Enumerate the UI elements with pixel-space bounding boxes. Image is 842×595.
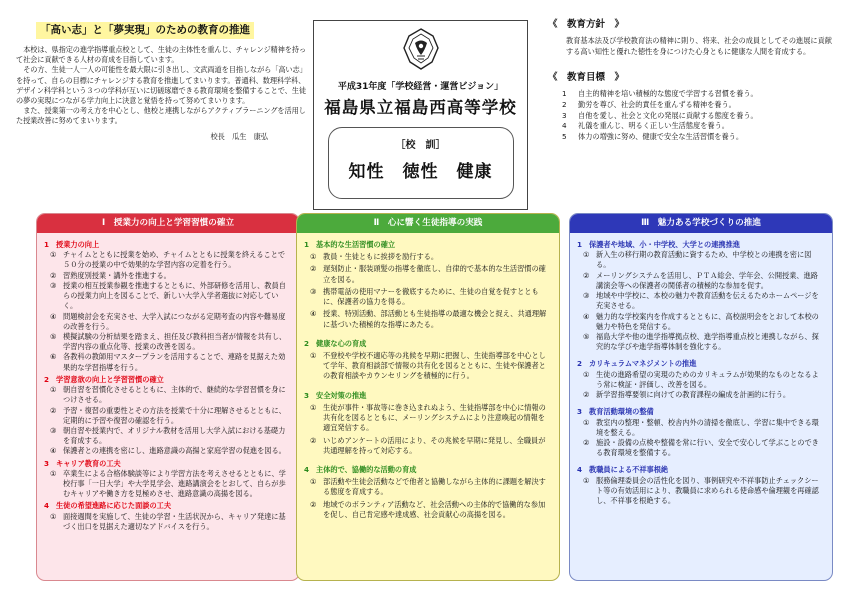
item-text: 地域でのボランティア活動など、社会活動への主体的で協働的な参加を促し、自己肯定感や達成感、社会貢献心の高揚を図る。 — [323, 499, 546, 519]
item-text: 教室内の整理・整頓、校舎内外の清掃を徹底し、学習に集中できる環境を整える。 — [596, 417, 819, 437]
section-title-text: カリキュラムマネジメントの推進 — [589, 359, 697, 369]
item-text: 予習・復習の重要性とその方法を授業で十分に理解させるとともに、定期的に予習や復習の確認を行う。 — [63, 405, 286, 425]
item-marker: ⑥ — [50, 352, 57, 362]
section-number: 2 — [304, 338, 310, 348]
item-marker: ⑤ — [583, 331, 590, 341]
intro-title: 「高い志」と「夢実現」のための教育の推進 — [36, 22, 254, 39]
section-title — [44, 240, 292, 250]
item-marker: ② — [50, 405, 57, 415]
item-text: 卒業生による合格体験談等により学習方法を考えさせるとともに、学校行事「一日大学」や大学見学会、進路講演会をとおして、自らが歩むキャリアや働き方を見極めさせ、進路意識の高揚を図る。 — [63, 468, 286, 499]
list-item — [577, 271, 825, 291]
list-item — [577, 438, 825, 458]
item-marker: ② — [583, 437, 590, 447]
item-marker: ③ — [50, 425, 57, 435]
item-text: 朝自習や授業内で、オリジナル教材を活用し大学入試における基礎力を育成する。 — [63, 425, 286, 446]
item-text: 携帯電話の使用マナーを徹底するために、生徒の自覚を促すとともに、保護者の協力を得る。 — [323, 286, 539, 307]
item-marker: ④ — [583, 311, 590, 321]
item-marker: ④ — [50, 311, 57, 321]
list-item — [44, 426, 292, 446]
list-item — [44, 271, 292, 281]
item-text: 生徒が事件・事故等に巻き込まれぬよう、生徒指導部を中心に情報の共有化を図るとともに、メーリングシステムにより注意喚起の情報を適宜発信する。 — [323, 402, 546, 433]
list-item — [577, 370, 825, 390]
item-marker: ③ — [50, 280, 57, 290]
goal-item — [562, 111, 832, 122]
item-marker: ① — [50, 385, 57, 395]
item-text: 部活動や生徒会活動などで他者と協働しながら主体的に課題を解決する態度を育成する。 — [323, 477, 546, 497]
goal-item — [562, 100, 832, 111]
item-marker: ② — [310, 264, 317, 274]
column-header: Ⅱ 心に響く生徒指導の実践 — [297, 214, 559, 233]
item-marker: ① — [310, 477, 317, 487]
goal-text: 礼儀を重んじ、明るく正しい生活態度を養う。 — [578, 121, 729, 131]
section-number: 3 — [577, 407, 583, 417]
section-title — [304, 465, 552, 475]
goal-item — [562, 132, 832, 143]
list-item — [44, 312, 292, 332]
list-item — [44, 332, 292, 352]
item-marker: ① — [50, 511, 57, 521]
item-marker: ② — [310, 435, 317, 445]
item-text: チャイムとともに授業を始め、チャイムとともに授業を終えることで５０分の授業の中で効果的な学習内容の定着を行う。 — [63, 250, 286, 270]
item-text: 問題検討会を充実させ、大学入試につながる定期考査の内容や難易度の改善を行う。 — [63, 311, 286, 331]
column-body — [570, 233, 832, 506]
item-text: 福島大学や他の進学指導拠点校、進学指導重点校と連携しながら、探究的な学びや進学指導体制を強化する。 — [596, 331, 819, 352]
item-marker: ① — [310, 350, 317, 360]
item-text: いじめアンケートの活用により、その兆候を早期に発見し、全職員が共通理解を持って対応する。 — [323, 435, 546, 455]
section-number: 4 — [304, 464, 310, 474]
section-title-text: 授業力の向上 — [56, 240, 100, 249]
intro-paragraph: その方、生徒一人一人の可能性を最大限に引き出し、文武両道を目指しながら「高い志」を持って、自らの目標にチャレンジする教育を推進してまいります。普通科、数理科学科、デザイン科学科という３つの学科が互いに切磋琢磨できる教育環境を整備することで、生徒の夢の実現につながる学力向上に決意と覚悟を持って努めてまいります。 — [16, 65, 307, 105]
list-item — [577, 332, 825, 352]
item-marker: ③ — [310, 286, 317, 296]
item-text: 朝自習を習慣化させるとともに、主体的で、継続的な学習習慣を身につけさせる。 — [63, 385, 286, 405]
section-title — [44, 501, 292, 511]
column-body — [297, 233, 559, 520]
section-title — [577, 240, 825, 250]
column-guidance — [296, 213, 560, 581]
policy-title: 《 教育方針 》 — [548, 19, 625, 30]
goal-item — [562, 121, 832, 132]
list-item — [44, 281, 292, 312]
section — [44, 240, 292, 373]
item-text: 授業、特別活動、部活動とも生徒指導の最適な機会と捉え、共通理解に基づいた積極的な指導にあたる。 — [323, 309, 547, 329]
item-marker: ② — [583, 270, 590, 280]
goal-number: 4 — [562, 121, 567, 131]
item-text: 面接週間を実施して、生徒の学習・生活状況から、キャリア発達に基づく出口を見据えた適切なアドバイスを行う。 — [63, 511, 286, 531]
item-text: 魅力的な学校案内を作成するとともに、高校説明会をとおして本校の魅力や特色を発信する。 — [596, 311, 819, 331]
section — [577, 359, 825, 400]
item-marker: ④ — [50, 446, 57, 456]
section-title — [44, 375, 292, 385]
item-text: 保護者との連携を密にし、進路意識の高揚と家庭学習の促進を図る。 — [63, 446, 286, 456]
section-title-text: 保護者や地域、小・中学校、大学との連携推進 — [589, 240, 740, 249]
column-teaching — [36, 213, 300, 581]
list-item — [304, 436, 552, 456]
list-item — [577, 291, 825, 311]
goal-text: 自主的精神を培い積極的な態度で学習する習慣を養う。 — [578, 89, 758, 99]
section — [44, 501, 292, 532]
list-item — [304, 500, 552, 520]
section-number: 3 — [304, 390, 310, 400]
policy-and-goals — [548, 18, 832, 143]
item-marker: ① — [50, 250, 57, 260]
list-item — [304, 477, 552, 497]
section-title-text: キャリア教育の工夫 — [56, 458, 121, 468]
section — [44, 375, 292, 457]
goal-item — [562, 89, 832, 100]
section-title-text: 学習意欲の向上と学習習慣の確立 — [56, 374, 164, 384]
item-marker: ③ — [583, 291, 590, 301]
section — [304, 240, 552, 330]
motto-label: ［校 訓］ — [395, 140, 446, 151]
section — [577, 465, 825, 506]
list-item — [44, 406, 292, 426]
section-title-text: 主体的で、協働的な活動の育成 — [316, 464, 417, 474]
goal-text: 体力の増強に努め、健康で安全な生活習慣を養う。 — [578, 132, 744, 142]
item-marker: ① — [583, 250, 590, 260]
list-item — [304, 351, 552, 382]
list-item — [577, 390, 825, 400]
item-marker: ① — [583, 475, 590, 485]
column-school — [569, 213, 833, 581]
item-text: 各教科の教師用マスタープランを活用することで、連路を見据えた効果的な学習指導を行う。 — [63, 352, 286, 372]
item-marker: ④ — [310, 309, 317, 319]
vision-label: 平成31年度「学校経営・運営ビジョン」 — [337, 82, 504, 92]
item-text: 服務倫理委員会の活性化を図り、事例研究や不祥事防止チェックシート等の有効活用により、教職員に求められる使命感や倫理観を再確認し、不祥事を根絶する。 — [596, 475, 819, 506]
section-number: 1 — [577, 240, 583, 249]
item-text: 教員・生徒ともに挨拶を励行する。 — [323, 252, 439, 262]
section-title-text: 安全対策の推進 — [316, 390, 367, 400]
item-marker: ② — [50, 270, 57, 280]
section-number: 1 — [304, 240, 310, 249]
goals-title: 《 教育目標 》 — [548, 71, 625, 83]
section-title-text: 健康な心の育成 — [316, 338, 367, 348]
goal-number: 1 — [562, 89, 567, 99]
list-item — [304, 252, 552, 262]
school-emblem-icon — [398, 26, 444, 72]
section — [577, 240, 825, 352]
list-item — [304, 264, 552, 284]
school-name: 福島県立福島西高等学校 — [324, 98, 517, 117]
motto-text: 知性 徳性 健康 — [348, 162, 493, 182]
section-title-text: 基本的な生活習慣の確立 — [316, 240, 396, 249]
section-title — [44, 459, 292, 469]
item-text: 地域や中学校に、本校の魅力や教育活動を伝えるためホームページを充実させる。 — [596, 291, 819, 311]
principal-signature: 校長 瓜生 康弘 — [210, 131, 268, 141]
section-number: 2 — [44, 374, 50, 384]
section — [304, 391, 552, 456]
intro-paragraph: 本校は、県指定の進学指導重点校として、生徒の主体性を重んじ、チャレンジ精神を持って社会に貢献できる人材の育成を目指しています。 — [16, 44, 306, 65]
goals-list — [548, 89, 832, 143]
item-marker: ① — [310, 252, 317, 262]
section-number: 3 — [44, 458, 50, 468]
item-marker: ② — [583, 390, 590, 400]
section-title — [304, 391, 552, 401]
column-header: Ⅰ 授業力の向上と学習習慣の確立 — [37, 214, 299, 233]
list-item — [577, 418, 825, 438]
section-title — [577, 407, 825, 417]
column-header: Ⅲ 魅力ある学校づくりの推進 — [570, 214, 832, 233]
list-item — [44, 352, 292, 372]
section-number: 4 — [577, 465, 583, 475]
item-marker: ① — [310, 402, 317, 412]
list-item — [577, 476, 825, 507]
list-item — [304, 403, 552, 434]
school-vision-box — [313, 20, 528, 210]
goal-text: 自他を愛し、社会と文化の発展に貢献する態度を養う。 — [578, 110, 758, 120]
column-body — [37, 233, 299, 532]
section — [304, 465, 552, 520]
section-number: 1 — [44, 240, 50, 249]
item-text: 模擬試験の分析結果を踏まえ、担任及び教科担当者が情報を共有し、学習内容の重点化等、授業の改善を図る。 — [63, 331, 287, 352]
item-marker: ② — [310, 499, 317, 509]
goal-text: 勤労を尊び、社会的責任を重んずる精神を養う。 — [578, 99, 736, 109]
item-marker: ① — [583, 369, 590, 379]
item-text: 新学習指導要領に向けての教育課程の編成を計画的に行う。 — [596, 390, 791, 400]
item-marker: ① — [50, 468, 57, 478]
goal-number: 3 — [562, 110, 567, 120]
list-item — [304, 287, 552, 307]
item-marker: ① — [583, 417, 590, 427]
list-item — [44, 469, 292, 500]
section-title-text: 教育活動環境の整備 — [589, 407, 654, 417]
section — [577, 407, 825, 458]
item-text: 新入生の移行期の教育活動に資するため、中学校との連携を密に図る。 — [596, 250, 812, 270]
item-text: 遅刻防止・服装頭髪の指導を徹底し、自律的で基本的な生活習慣の確立を図る。 — [323, 264, 546, 284]
principal-message — [16, 22, 308, 212]
section-title-text: 教職員による不祥事根絶 — [589, 465, 669, 475]
list-item — [44, 250, 292, 270]
list-item — [577, 312, 825, 332]
item-text: 施設・設備の点検や整備を常に行い、安全で安心して学ぶことのできる教育環境を整備する。 — [596, 437, 819, 458]
goal-number: 2 — [562, 99, 567, 109]
motto-box — [328, 127, 514, 199]
list-item — [44, 385, 292, 405]
policy-text: 教育基本法及び学校教育法の精神に則り、将来、社会の成員としてその進展に貢献する高い知性と優れた徳性を身につけた心身ともに健康な人間を育成する。 — [566, 36, 832, 57]
goal-number: 5 — [562, 132, 567, 142]
list-item — [44, 446, 292, 456]
intro-paragraph: また、授業第一の考え方を中心とし、他校と連携しながらアクティブラーニングを活用した授業改善に努めてまいります。 — [16, 106, 306, 126]
section-title — [577, 465, 825, 475]
item-text: 生徒の進路希望の実現のためのカリキュラムが効果的なものとなるよう常に検証・評価し、改善を図る。 — [596, 369, 819, 389]
section-title — [577, 359, 825, 369]
section-title-text: 生徒の希望進路に応じた面談の工夫 — [56, 501, 172, 511]
section-title — [304, 240, 552, 250]
item-text: 授業の相互授業参観を推進するとともに、外部研修を活用し、教員自らの授業力向上を図ることで、新しい大学入学者選抜に対応していく。 — [63, 280, 286, 311]
section — [44, 459, 292, 500]
section-title — [304, 339, 552, 349]
list-item — [304, 309, 552, 329]
item-text: メーリングシステムを活用し、ＰＴＡ総会、学年会、公開授業、進路講演会等への保護者の関係者の積極的な参加を促す。 — [596, 270, 818, 290]
list-item — [44, 512, 292, 532]
item-marker: ⑤ — [50, 331, 57, 341]
section-number: 2 — [577, 359, 583, 369]
item-text: 習熟度別授業・講外を推進する。 — [63, 270, 171, 280]
section — [304, 339, 552, 382]
list-item — [577, 250, 825, 270]
item-text: 不登校や学校不適応等の兆候を早期に把握し、生徒指導部を中心として学年、教育相談部で情報の共有化を図るとともに、生徒や保護者との教育相談やカウンセリングを積極的に行う。 — [323, 350, 546, 381]
section-number: 4 — [44, 501, 50, 511]
